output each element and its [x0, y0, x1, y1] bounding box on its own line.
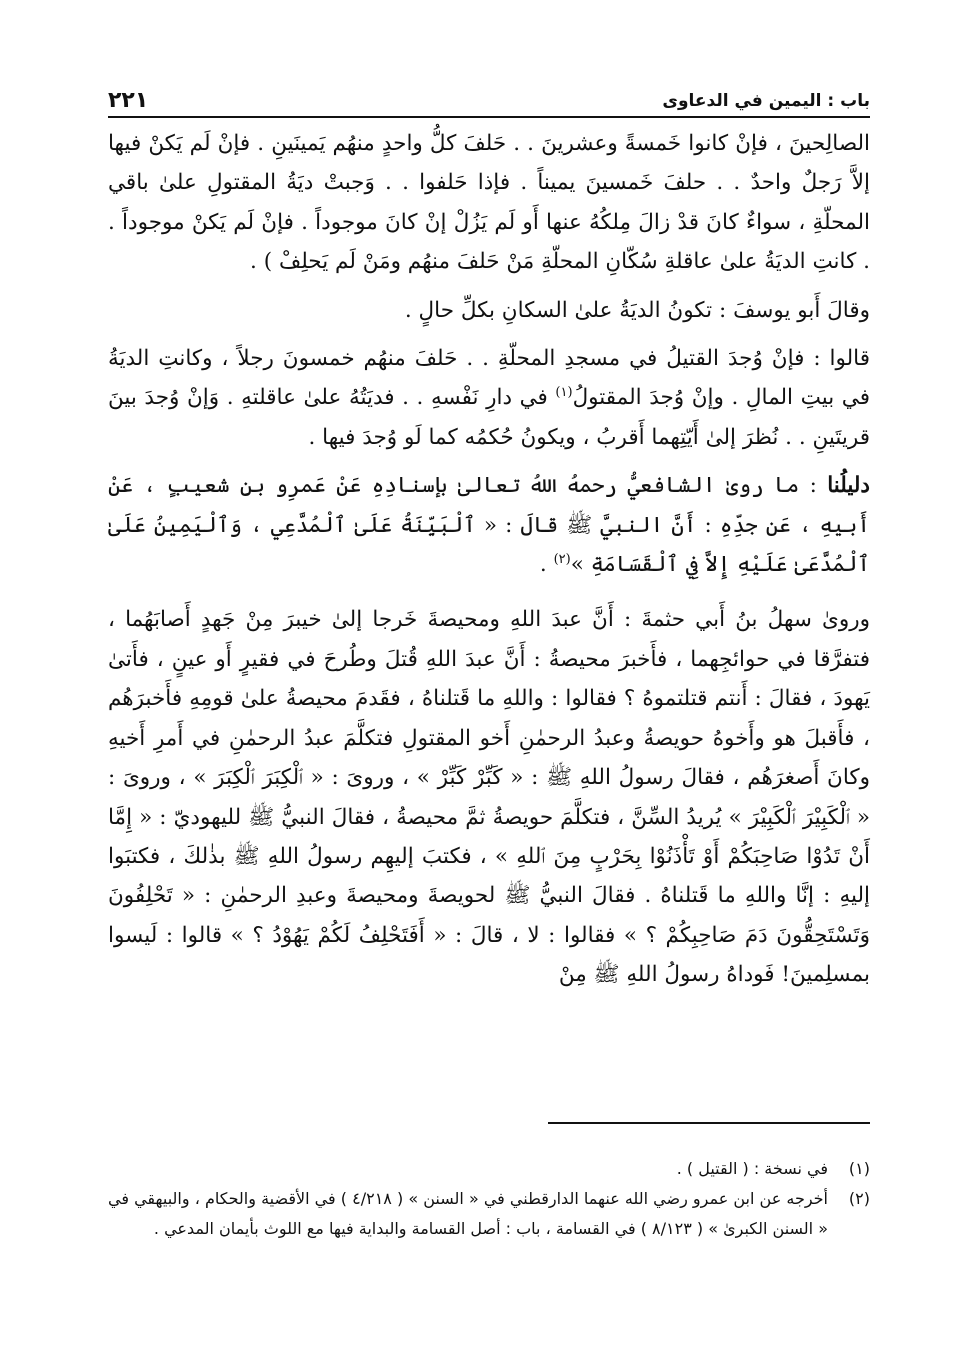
- footnote-text: أخرجه عن ابن عمرو رضي الله عنهما الدارقطني في « السنن » ( ٤/٢١٨ ) في الأقضية والحكام ، والبيهقي في « السنن الكبرىٰ » ( ٨/١٢٣ ) في القسامة ، باب : أصل القسامة والبداية فيها مع اللوث بأيمان المدعي .: [108, 1189, 829, 1238]
- paragraph-4-text-b: .: [539, 552, 554, 578]
- footnote: [108, 1154, 870, 1184]
- footnote-text: في نسخة : ( القتيل ) .: [676, 1159, 828, 1178]
- paragraph-2: وقالَ أَبو يوسفَ : تكونُ الديَةُ علىٰ السكانِ بكلِّ حالٍ .: [404, 297, 870, 323]
- running-title: باب : اليمين في الدعاوى: [662, 91, 870, 111]
- paragraph-3-text-b: في دارِ نَفْسهِ . . فديَتُهُ علىٰ عاقلتهِ . وَإنْ وُجدَ بينَ قريتَينِ . . نُظرَ إلىٰ أَيّتِهما أَقربُ ، ويكونُ حُكمُه كما لَو وُجدَ فيها .: [108, 385, 870, 450]
- paragraph-4-lead: دليلُنا: [827, 473, 870, 499]
- footnote-ref-1[interactable]: (١): [555, 385, 573, 401]
- paragraph-1: الصالِحينَ ، فإنْ كانوا خَمسةً وعشرينَ . . حَلفَ كلُّ واحدٍ منهُم يَمينَينِ . فإنْ لَم يَكنْ فيها إلاَّ رَجلٌ واحدٌ . . حلفَ خَمسينَ يميناً . فإذا حَلفوا . . وَجبتْ ديَةُ المقتولِ علىٰ باقي المحلّةِ ، سواءٌ كانَ قدْ زالَ مِلكُهُ عنها أَو لَم يَزُلْ إنْ كانَ موجوداً . فإنْ لَم يَكنْ موجوداً . . كانتِ الديَةُ علىٰ عاقلةِ سُكّانِ المحلّةِ مَنْ حَلفَ منهُم ومَنْ لَم يَحلِفْ ) .: [108, 131, 870, 275]
- footnote: [108, 1184, 870, 1244]
- paragraph-4-text-a: : ما روىٰ الشافعيُّ رحمهُ اللهُ تعالىٰ بإسنادِهِ عَنْ عَمرِو بنِ شعيبٍ ، عَنْ أَبيهِ ، عَن جدِّهِ : أَنَّ النبيَّ ﷺ قالَ : « ٱلْبَيِّنَةُ عَلَىٰ ٱلْمُدَّعِي ، وَٱلْيَمِينُ عَلَىٰ ٱلْمُدَّعَىٰ عَلَيْهِ إِلاَّ فِي ٱلْقَسَامَةِ »: [108, 473, 870, 578]
- main-text: [108, 124, 870, 1004]
- footnote-number: (٢): [848, 1189, 870, 1208]
- footnotes: [108, 1154, 870, 1244]
- footnote-number: (١): [848, 1159, 870, 1178]
- paragraph-3-text-a: قالوا : فإنْ وُجدَ القتيلُ في مسجدِ المحلّةِ . . حَلفَ منهُم خمسونَ رجلاً ، وكانتِ الديَةُ في بيتِ المالِ . وإنْ وُجدَ المقتولُ: [108, 346, 870, 411]
- footnote-divider: [548, 1122, 870, 1124]
- paragraph-5: وروىٰ سهلُ بنُ أَبي حثمةَ : أَنَّ عبدَ اللهِ ومحيصةَ خَرجا إلىٰ خيبرَ مِنْ جَهدٍ أَصابَهُما ، فتفرَّقا في حوائجِهما ، فأَخبرَ محيصةُ : أَنَّ عبدَ اللهِ قُتلَ وطُرحَ في فقيرٍ أَو عينٍ ، فأَتىٰ يَهودَ ، فقالَ : أَنتم قتلتموهُ ؟ فقالوا : واللهِ ما قَتلناهُ ، فقَدمَ محيصةُ علىٰ قومِهِ فأَخبرَهُم ، فأَقبلَ هو وأَخوهُ حويصةُ وعبدُ الرحمٰنِ أَخو المقتولِ فتكلَّمَ عبدُ الرحمٰنِ في أَمرِ أَخيهِ وكانَ أَصغرَهُم ، فقالَ رسولُ اللهِ ﷺ : « كَبِّرْ كَبِّرْ » ، وروىَ : « ٱلْكِبَرَ ٱلْكِبَرَ » ، وروىَ : « ٱلْكَبِيْرَ ٱلْكَبِيْرَ » يُريدُ السِّنَّ ، فتكلَّمَ حويصةُ ثمَّ محيصةُ ، فقالَ النبيُّ ﷺ لليهوديّ : « إِمَّا أَنْ تَدُوْا صَاحِبَكُمْ أَوْ تَأْذَنُوْا بِحَرْبٍ مِنَ ٱللهِ » ، فكتبَ إليهِم رسولُ اللهِ ﷺ بذٰلكَ ، فكتبَوا إليهِ : إنَّا واللهِ ما قَتلناهُ . فقالَ النبيُّ ﷺ لحويصةَ ومحيصةَ وعبدِ الرحمٰنِ : « تَحْلِفُونَ وَتَسْتَحِقُّونَ دَمَ صَاحِبِكُمْ ؟ » فقالوا : لا ، قالَ : « أَفَتَحْلِفُ لَكُمْ يَهُوْدُ ؟ » قالوا : لَيسوا بمسلِمينَ! فَوداهُ رسولُ اللهِ ﷺ مِنْ: [108, 607, 870, 988]
- paragraph-4: [108, 466, 870, 584]
- page-header: [108, 76, 870, 118]
- page-number: ٢٢١: [108, 88, 149, 113]
- footnote-ref-2[interactable]: (٢): [553, 551, 571, 567]
- paragraph-3: [108, 339, 870, 457]
